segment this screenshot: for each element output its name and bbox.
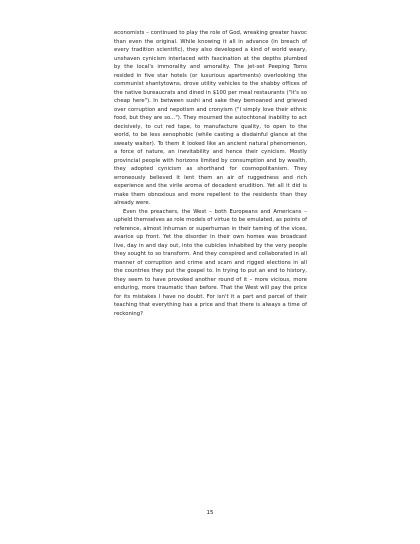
paragraph-2: Even the preachers, the West – both Europeans and Americans – upheld themselves as role models of virtue to be emulated, as points of reference, almost inhuman or superhuman in their taming of the vices, avarice up front. Yet the disorder in their own homes was broadcast live, day in and day out, into the cubicles inhabited by the very people they sought to so transform. And they conspired and collaborated in all manner of corruption and crime and scam and rigged elections in all the countries they put the gospel to. In trying to put an end to history, they seem to have provoked another round of it – more vicious, more enduring, more traumatic than before. That the West will pay the price for its mistakes I have no doubt. For isn't it a part and parcel of their teaching that everything has a price and that there is always a time of reckoning? [114, 208, 307, 317]
body-text [114, 29, 307, 318]
page-number: 15 [206, 510, 214, 516]
paragraph-1: economists – continued to play the role of God, wreaking greater havoc than even the original. While knowing it all in advance (in breach of every tradition scientific), they also developed a kind of world weary, unshaven cynicism interlaced with fascination at the depths plumbed by the local's immorality and amorality. The jet-set Peeping Toms resided in five star hotels (or luxurious apartments) overlooking the communist shantytowns, drove utility vehicles to the shabby offices of the native bureaucrats and dined in $100 per meal restaurants ("it's so cheap here"). In between sushi and sake they bemoaned and grieved over corruption and nepotism and cronyism ("I simply love their ethnic food, but they are so..."). They mourned the autochtonal inability to act decisively, to cut red tape, to manufacture quality, to open to the world, to be less xenophobic (while casting a disdainful glance at the sweaty waiter). To them it looked like an ancient natural phenomenon, a force of nature, an inevitability and hence their cynicism. Mostly provincial people with horizons limited by consumption and by wealth, they adopted cynicism as shorthand for cosmopolitanism. They erroneously believed it lent them an air of ruggedness and rich experience and the virile aroma of decadent erudition. Yet all it did is make them obnoxious and more repellent to the residents than they already were. [114, 30, 307, 206]
